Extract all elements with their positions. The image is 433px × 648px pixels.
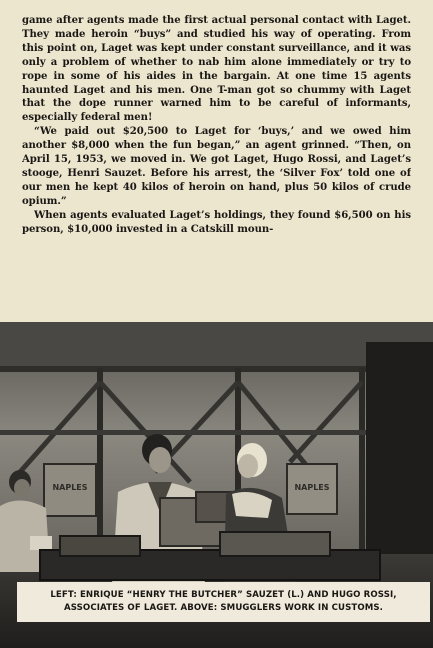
- article-paragraph-2: “We paid out $20,500 to Laget for ‘buys,’ and we owed him another $8,000 when the fun began,” an agent grinned. “Then, on April 15, 1953, we moved in. We got Laget, Hugo Rossi, and Laget’s stooge, Henri Sauzet. Before his arrest, the ‘Silver Fox’ told one of our men he kept 40 kilos of heroin on hand, plus 50 kilos of crude opium.”: [22, 126, 411, 207]
- caption-line-1: LEFT: ENRIQUE “HENRY THE BUTCHER” SAUZET (L.) AND HUGO ROSSI,: [50, 590, 397, 600]
- photo-caption: [17, 582, 430, 622]
- crate-right: [287, 464, 337, 514]
- article-paragraph-3: When agents evaluated Laget’s holdings, they found $6,500 on his person, $10,000 invested in a Catskill moun-: [22, 209, 411, 235]
- crate-label-right: NAPLES: [294, 483, 330, 492]
- article-text: [22, 14, 411, 319]
- caption-line-2: ASSOCIATES OF LAGET. ABOVE: SMUGGLERS WORK IN CUSTOMS.: [63, 602, 384, 613]
- article-paragraph-1: game after agents made the first actual personal contact with Laget. They made heroin “buys” and studied his way of operating. From this point on, Laget was kept under constant surveillance, and it was only a problem of whether to nab him alone immediately or try to rope in some of his aides in the bargain. At one time 15 agents haunted Laget and his men. One T-man got so chummy with Laget that the dope runner warned him to be careful of informants, especially federal men!: [22, 15, 411, 124]
- crate-left: [44, 464, 96, 516]
- crate-label-left: NAPLES: [52, 483, 88, 492]
